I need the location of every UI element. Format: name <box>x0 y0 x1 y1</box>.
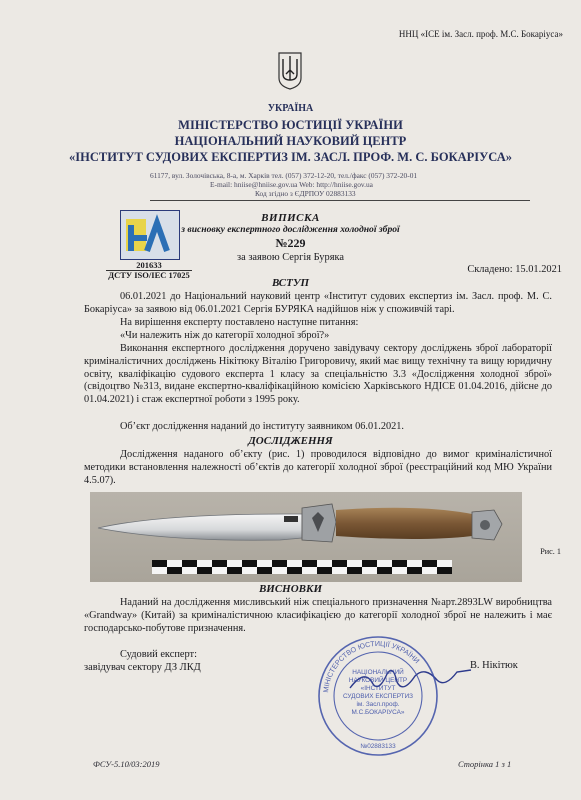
research-heading: ДОСЛІДЖЕННЯ <box>248 435 333 447</box>
conclusions-paragraph: Наданий на дослідження мисливський ніж спеціального призначення №арт.2893LW виробництва «Grandway» (Китай) за криміналістичною класифікацією до категорії холодної зброї не належить і має господарсько-побутове призначення. <box>84 597 552 634</box>
figure-label: Рис. 1 <box>540 547 561 556</box>
institute-title: «ІНСТИТУТ СУДОВИХ ЕКСПЕРТИЗ ІМ. ЗАСЛ. ПРОФ. М. С. БОКАРІУСА» <box>69 150 512 164</box>
center-title: НАЦІОНАЛЬНИЙ НАУКОВИЙ ЦЕНТР <box>174 134 407 148</box>
conclusions-heading: ВИСНОВКИ <box>258 583 323 595</box>
compiled-date: Складено: 15.01.2021 <box>467 264 562 275</box>
signer-role: Судовий експерт: <box>120 649 197 660</box>
seal-line-6: М.С.БОКАРІУСА» <box>351 709 405 716</box>
measurement-ruler <box>152 560 452 574</box>
coat-of-arms-icon <box>277 50 303 90</box>
research-paragraph: Дослідження наданого об’єкту (рис. 1) проводилося відповідно до вимог криміналістичної методики встановлення належності об’єктів до категорії холодної зброї (реєстраційний код МЮ України 4.5.07). <box>84 449 552 486</box>
document-number: №229 <box>275 236 306 250</box>
intro-question: «Чи належить ніж до категорії холодної зброї?» <box>120 330 330 341</box>
intro-paragraph-2: На вирішення експерту поставлено наступне питання: <box>120 317 359 328</box>
header-divider <box>150 200 530 201</box>
address-line: 61177, вул. Золочівська, 8-а, м. Харків тел. (057) 372-12-20, тел./факс (057) 372-20-01 <box>150 171 418 180</box>
knife-photo <box>90 492 522 582</box>
seal-code: №02883133 <box>360 743 396 750</box>
intro-paragraph-expert: Виконання експертного дослідження доручено завідувачу сектору досліджень зброї лабораторії криміналістичних досліджень Нікітюку Віталію Григоровичу, який має вищу технічну та вищу юридичну освіту, кваліфікацію судового експерта 1 класу за спеціальністю 3.3 «Дослідження холодної зброї» (свідоцтво №313, видане експертно-кваліфікаційною комісією Харківського НДІСЕ 01.04.2016, дійсне до 01.04.2021) і стаж експертної роботи з 1995 року. <box>84 343 552 406</box>
edrpou-line: Код згідно з ЄДРПОУ 02883133 <box>255 189 356 198</box>
cert-standard: ДСТУ ISO/IEC 17025 <box>106 270 192 280</box>
signer-position: завідувач сектору ДЗ ЛКД <box>84 662 201 673</box>
seal-line-4: СУДОВИХ ЕКСПЕРТИЗ <box>342 693 414 700</box>
seal-line-2: НАУКОВИЙ ЦЕНТР <box>348 677 408 684</box>
country-title: УКРАЇНА <box>267 103 314 114</box>
signer-name: В. Нікітюк <box>470 660 518 671</box>
document-heading: ВИПИСКА <box>261 212 320 224</box>
document-form-code: ФСУ-5.10/03:2019 <box>93 759 160 769</box>
intro-paragraph-1: 06.01.2021 до Національний науковий центр «Інститут судових експертиз ім. Засл. проф. М. С. Бокаріуса» за заявою від 06.01.2021 Сергія БУРЯКА надійшов ніж у споживчій тарі. <box>84 291 552 315</box>
page-number: Сторінка 1 з 1 <box>458 759 512 769</box>
intro-paragraph-object: Об’єкт дослідження наданий до інституту заявником 06.01.2021. <box>120 421 404 432</box>
institute-seal <box>316 634 440 758</box>
ministry-title: МІНІСТЕРСТВО ЮСТИЦІЇ УКРАЇНИ <box>178 118 403 132</box>
seal-outer-text: МІНІСТЕРСТВО ЮСТИЦІЇ УКРАЇНИ <box>321 638 422 694</box>
document-subheading: з висновку експертного дослідження холодної зброї <box>181 224 400 235</box>
header-institute-short: ННЦ «ІСЕ ім. Засл. проф. М.С. Бокаріуса» <box>398 29 563 39</box>
seal-line-3: «ІНСТИТУТ <box>360 685 396 692</box>
applicant-line: за заявою Сергія Буряка <box>237 252 344 263</box>
seal-line-5: ім. Засл.проф. <box>356 701 400 708</box>
intro-heading: ВСТУП <box>271 277 310 289</box>
email-web-line: E-mail: hniise@hniise.gov.ua Web: http://hniise.gov.ua <box>210 180 373 189</box>
cert-number: 201633 <box>136 260 162 270</box>
seal-line-1: НАЦІОНАЛЬНИЙ <box>352 669 404 676</box>
